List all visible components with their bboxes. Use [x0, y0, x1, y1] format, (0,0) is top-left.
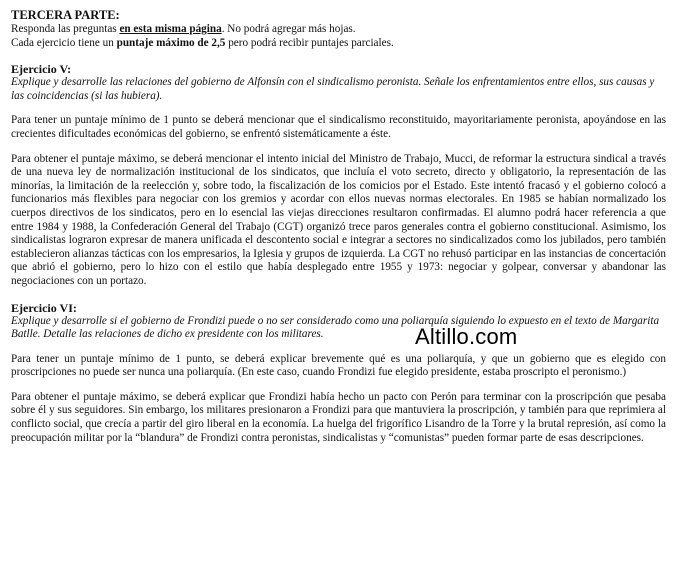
instructions-line-1: Responda las preguntas en esta misma página. No podrá agregar más hojas.: [11, 23, 356, 35]
exercise-6-max-answer: Para obtener el puntaje máximo, se deberá explicar que Frondizi había hecho un pacto con Perón para terminar con la proscripción que pesaba sobre él y sus seguidores. Sin embargo, los militares presionaron a Frondizi para que mantuviera la proscripción, y también para que reprimiera al conflicto social, que crecía a partir del giro liberal en la economía. La huelga del frigorífico Lisandro de la Torre y la brutal represión, así como la preocupación militar por la “blandura” de Frondizi contra peronistas, sindicalistas y “comunistas” pueden formar parte de esas descripciones.: [11, 390, 666, 444]
exercise-5-min-answer: Para tener un puntaje mínimo de 1 punto se deberá mencionar que el sindicalismo reconstituido, mayoritariamente peronista, apoyándose en las crecientes dificultades económicas del gobierno, se enfrentó sistemáticamente a éste.: [11, 114, 666, 140]
watermark-logo: Altillo.com: [415, 324, 518, 349]
section-title: TERCERA PARTE:: [11, 8, 120, 22]
exercise-5-max-answer: Para obtener el puntaje máximo, se deberá mencionar el intento inicial del Ministro de Trabajo, Mucci, de reformar la estructura sindical a través de una nueva ley de normalización institucional de los sindicatos, que incluía el voto secreto, directo y obligatorio, la representación de las minorías, la limitación de la reelección y, sobre todo, la fiscalización de los comicios por el Estado. Este intentó fracasó y el gobierno colocó a funcionarios más flexibles para negociar con los gremios y acordar con ellos nuevas normas electorales. En 1985 se habían normalizado los cuerpos directivos de los sindicatos, pero en lo esencial las viejas direcciones resultaron confirmadas. El alumno podrá hacer referencia a que entre 1984 y 1988, la Confederación General del Trabajo (CGT) organizó trece paros generales contra el gobierno constitucional. Asimismo, los sindicalistas lograron expresar de manera unificada el descontento social e integrar a sectores no sindicalizados como los jubilados, pero también establecieron alianzas tácticas con los empresarios, la Iglesia y grupos de izquierda. La CGT no rehusó participar en las instancias de concertación que abrió el gobierno, pero lo hizo con el estilo que había desplegado entre 1955 y 1973: negociar y golpear, conversar y abandonar las negociaciones con un portazo.: [11, 152, 666, 287]
instructions-line-2: Cada ejercicio tiene un puntaje máximo de 2,5 pero podrá recibir puntajes parciales.: [11, 36, 394, 49]
emphasis-same-page: en esta misma página: [119, 23, 222, 35]
exercise-5-title: Ejercicio V:: [11, 62, 72, 77]
exercise-6-title: Ejercicio VI:: [11, 300, 77, 315]
exercise-5-prompt: Explique y desarrolle las relaciones del gobierno de Alfonsín con el sindicalismo peronista. Señale los enfrentamientos entre ellos, sus causas y las coincidencias (si las hubiera).: [11, 76, 655, 102]
exercise-6-min-answer: Para tener un puntaje mínimo de 1 punto, se deberá explicar brevemente qué es una poliarquía, y que un gobierno que es elegido con proscripciones no puede ser nunca una poliarquía. (En este caso, cuando Frondizi fue elegido presidente, estaba proscripto el peronismo.): [11, 352, 666, 379]
emphasis-max-score: puntaje máximo de 2,5: [116, 36, 226, 49]
exercise-6-prompt: Explique y desarrolle si el gobierno de Frondizi puede o no ser considerado como una poliarquía siguiendo lo expuesto en el texto de Margarita Batlle. Detalle las relaciones de dicho ex presidente con los militares.: [11, 314, 660, 341]
exam-page: [11, 8, 666, 445]
